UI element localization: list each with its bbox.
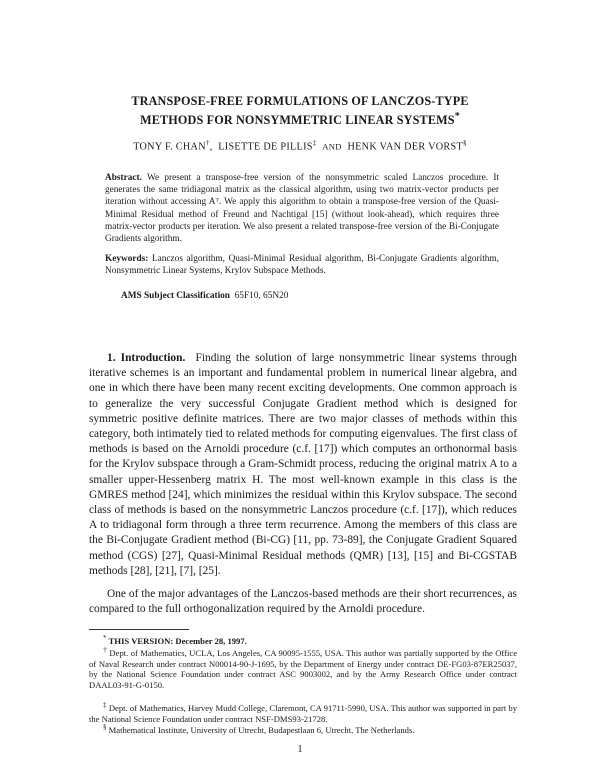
author-2: LISETTE DE PILLIS [218, 141, 313, 153]
author-3-mark: § [463, 139, 467, 147]
footnote-text: Mathematical Institute, University of Utrecht, Budapestlaan 6, Utrecht, The Netherlands. [108, 724, 415, 735]
title-line-2-text: METHODS FOR NONSYMMETRIC LINEAR SYSTEMS [140, 113, 455, 128]
footnote-text: THIS VERSION: December 28, 1997. [108, 635, 247, 646]
footnote-rule [89, 629, 189, 630]
footnote-text: Dept. of Mathematics, UCLA, Los Angeles, CA 90095-1555, USA. This author was partially supported by the Office of Naval Research under contract N00014-90-J-1695, by the Department of Energy under contract DE-FG03-87ER25037, by the National Science Foundation under contract ASC 9003002, and by the Army Research Office under contract DAAL03-91-G-0150. [89, 647, 518, 691]
footnote-text: Dept. of Mathematics, Harvey Mudd College, Claremont, CA 91711-5990, USA. This author was supported in part by the National Science Foundation under contract NSF-DMS93-21728. [89, 702, 518, 724]
footnote-author-2 [89, 700, 517, 724]
footnote-mark: § [103, 723, 107, 731]
title-footnote-mark: * [454, 111, 460, 122]
intro-paragraph-1 [89, 351, 517, 579]
paper-title [60, 94, 540, 128]
abstract-label: Abstract. [105, 173, 142, 183]
author-2-mark: ‡ [312, 139, 317, 147]
ams-classification [121, 291, 288, 301]
section-heading: 1. Introduction. [107, 352, 186, 364]
introduction-section [89, 351, 517, 617]
footnote-author-1 [89, 645, 517, 691]
footnote-mark: † [103, 646, 108, 654]
author-conjunction: AND [322, 141, 342, 152]
intro-paragraph-2: One of the major advantages of the Lanczos-based methods are their short recurrences, as compared to the full orthogonalization required by the Arnoldi procedure. [89, 588, 517, 616]
author-1-mark: † [205, 139, 210, 147]
abstract [105, 172, 499, 245]
title-line-1: TRANSPOSE-FREE FORMULATIONS OF LANCZOS-TYPE [131, 94, 469, 108]
author-list: TONY F. CHAN†, LISETTE DE PILLIS‡ AND HENK VAN DER VORST§ [133, 139, 467, 153]
abstract-text: We present a transpose-free version of the nonsymmetric scaled Lanczos procedure. It generates the same tridiagonal matrix as the classical algorithm, using two matrix-vector products per iteration without accessing Aᵀ. We apply this algorithm to obtain a transpose-free version of the Quasi-Minimal Residual method of Freund and Nachtigal [15] (without look-ahead), which requires three matrix-vector products per iteration. We also present a related transpose-free version of the Bi-Conjugate Gradients algorithm. [105, 173, 500, 245]
keywords-label: Keywords: [105, 254, 149, 264]
ams-codes: 65F10, 65N20 [234, 291, 289, 301]
author-3: HENK VAN DER VORST [347, 141, 463, 153]
footnote-mark: * [103, 634, 107, 642]
intro-paragraph-1-text: Finding the solution of large nonsymmetric linear systems through iterative schemes is an important and fundamental problem in numerical linear algebra, and one in which there have been many recent exciting developments. One common approach is to generalize the very successful Conjugate Gradient method which is designed for symmetric positive definite matrices. There are two major classes of methods within this category, both intimately tied to related methods for computing eigenvalues. The first class of methods is based on the Arnoldi procedure (c.f. [17]) which computes an orthonormal basis for the Krylov subspace through a Gram-Schmidt process, reducing the original matrix A to a smaller upper-Hessenberg matrix H. The most well-known example in this class is the GMRES method [24], which minimizes the residual within this Krylov subspace. The second class of methods is based on the nonsymmetric Lanczos procedure (c.f. [17]), which reduces A to tridiagonal form through a three term recurrence. Among the members of this class are the Bi-Conjugate Gradient method (Bi-CG) [11, pp. 73-89], the Conjugate Gradient Squared method (CGS) [27], Quasi-Minimal Residual methods (QMR) [13], [15] and Bi-CGSTAB methods [28], [21], [7], [25]. [89, 352, 517, 577]
keywords-text: Lanczos algorithm, Quasi-Minimal Residual algorithm, Bi-Conjugate Gradients algorithm, Nonsymmetric Linear Systems, Krylov Subspace Methods. [105, 254, 499, 277]
footnote-mark: ‡ [103, 701, 107, 709]
footnote-author-3 [89, 722, 517, 736]
title-line-2 [60, 109, 540, 128]
ams-label: AMS Subject Classification [121, 291, 230, 301]
keywords [105, 253, 499, 277]
author-1: TONY F. CHAN [133, 141, 206, 153]
page-number: 1 [297, 744, 303, 755]
